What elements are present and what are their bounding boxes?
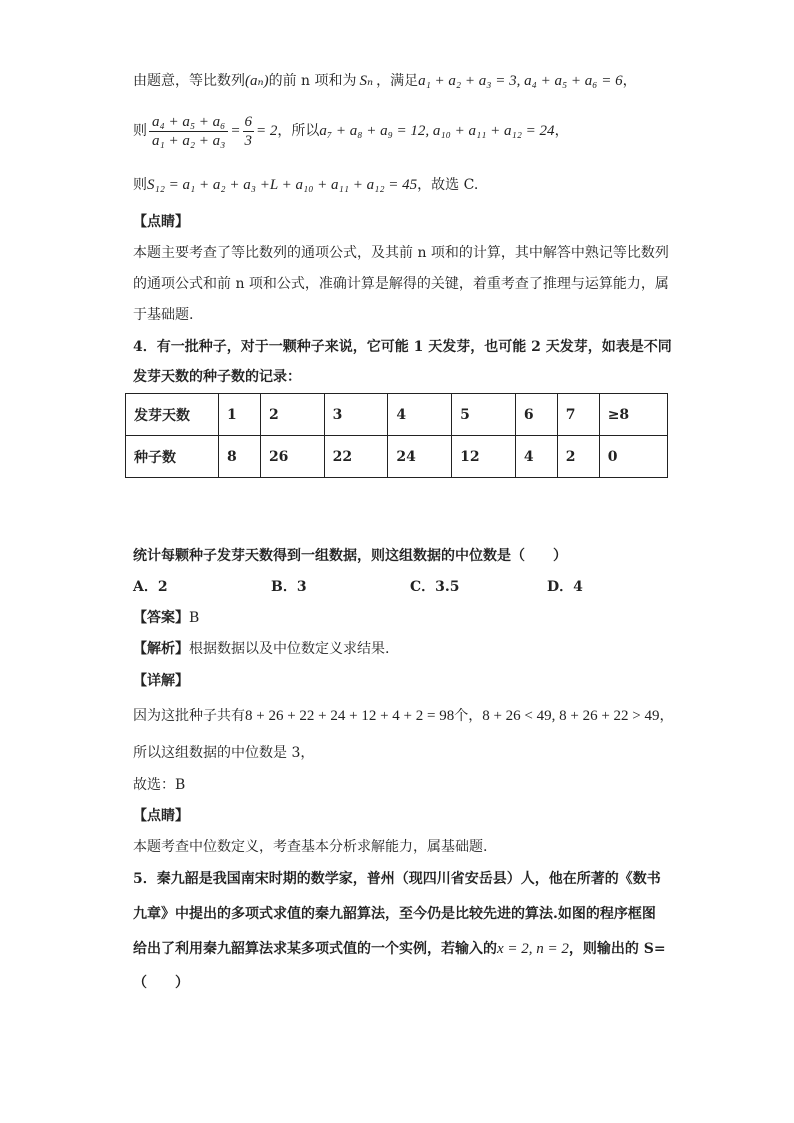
option-a: A．2: [133, 579, 168, 595]
fraction: [243, 113, 255, 150]
table-cell: 4: [388, 394, 452, 436]
table-cell: ≥8: [599, 394, 667, 436]
math-expression: S₁₂ = a₁ + a₂ + a₃ +L + a₁₀ + a₁₁ + a₁₂ = 45: [147, 177, 418, 193]
text: 给出了利用秦九韶算法求某多项式值的一个实例，若输入的: [133, 941, 497, 957]
question-5-line-1: 5．秦九韶是我国南宋时期的数学家，普州（现四川省安岳县）人，他在所著的《数书: [133, 871, 661, 887]
answer-line: [133, 608, 199, 628]
table-cell: 8: [219, 436, 261, 478]
text: ，: [554, 123, 569, 139]
text: ，: [622, 73, 637, 89]
solution-line-3: [133, 175, 478, 195]
text: 因为这批种子共有: [133, 708, 245, 724]
answer-tag: 【答案】: [133, 610, 189, 626]
table-cell: 2: [260, 394, 324, 436]
answer-value: B: [189, 610, 200, 626]
paragraph-line: 本题考查中位数定义，考查基本分析求解能力，属基础题.: [133, 839, 488, 855]
detail-line-2: 所以这组数据的中位数是 3，: [133, 745, 315, 761]
table-header-cell: 发芽天数: [126, 394, 219, 436]
fraction: [149, 113, 228, 150]
text: 则: [133, 123, 147, 139]
question-5-line-2: 九章》中提出的多项式求值的秦九韶算法，至今仍是比较先进的算法.如图的程序框图: [133, 906, 656, 922]
question-4-line-2: 发芽天数的种子数的记录：: [133, 369, 301, 385]
table-row: [126, 436, 668, 478]
section-heading-dianjing-2: 【点睛】: [133, 808, 189, 824]
math-expression: a₁ + a₂ + a₃ = 3, a₄ + a₅ + a₆ = 6: [418, 73, 623, 89]
table-cell: 1: [219, 394, 261, 436]
math-expression: a₇ + a₈ + a₉ = 12, a₁₀ + a₁₁ + a₁₂ = 24: [319, 123, 555, 139]
table-header-cell: 种子数: [126, 436, 219, 478]
question-4-line-1: 4．有一批种子，对于一颗种子来说，它可能 1 天发芽，也可能 2 天发芽，如表是不同: [133, 339, 672, 355]
numerator: a₄ + a₅ + a₆: [149, 113, 228, 132]
math-expression: = 2: [256, 123, 278, 139]
table-cell: 6: [515, 394, 557, 436]
table-cell: 4: [515, 436, 557, 478]
text: ，: [659, 708, 674, 724]
table-cell: 5: [452, 394, 516, 436]
question-4-prompt: 统计每颗种子发芽天数得到一组数据，则这组数据的中位数是（ ）: [133, 548, 567, 564]
table-cell: 26: [260, 436, 324, 478]
solution-line-1: [133, 71, 637, 91]
text: ，所以: [277, 123, 320, 139]
analysis-text: 根据数据以及中位数定义求结果.: [189, 641, 390, 657]
option-c: C．3.5: [410, 579, 460, 595]
table-cell: 3: [324, 394, 388, 436]
sequence-symbol: (aₙ): [245, 73, 269, 89]
table-cell: 0: [599, 436, 667, 478]
text: ，满足: [376, 73, 419, 89]
equals: =: [230, 123, 241, 139]
paragraph-line: 于基础题.: [133, 307, 194, 323]
question-5-line-4: （ ）: [133, 975, 189, 991]
table-row: [126, 394, 668, 436]
text: 个，: [454, 708, 483, 724]
paragraph-line: 的通项公式和前 n 项和公式，准确计算是解得的关键，着重考查了推理与运算能力，属: [133, 276, 669, 292]
table-cell: 7: [557, 394, 599, 436]
solution-line-2: [133, 112, 569, 150]
text: 由题意，等比数列: [133, 73, 245, 89]
question-5-line-3: [133, 939, 666, 959]
table-cell: 24: [388, 436, 452, 478]
denominator: a₁ + a₂ + a₃: [152, 132, 226, 149]
analysis-line: [133, 639, 389, 659]
table-cell: 12: [452, 436, 516, 478]
section-heading-dianjing: 【点睛】: [133, 214, 189, 230]
detail-line-3: 故选：B: [133, 777, 186, 793]
denominator: 3: [244, 132, 253, 149]
detail-line-1: [133, 706, 674, 726]
section-heading-xiangjie: 【详解】: [133, 673, 189, 689]
germination-table: [125, 393, 668, 478]
numerator: 6: [244, 113, 253, 130]
table-cell: 2: [557, 436, 599, 478]
paragraph-line: 本题主要考查了等比数列的通项公式，及其前 n 项和的计算，其中解答中熟记等比数列: [133, 245, 669, 261]
table-cell: 22: [324, 436, 388, 478]
option-b: B．3: [271, 579, 307, 595]
option-d: D．4: [547, 579, 583, 595]
text: ，则输出的 S=: [568, 941, 666, 957]
text: 的前 n 项和为: [268, 73, 357, 89]
math-expression: x = 2, n = 2: [497, 941, 569, 957]
analysis-tag: 【解析】: [133, 641, 189, 657]
sum-symbol: Sₙ: [359, 73, 374, 89]
text: ，故选 C.: [417, 177, 479, 193]
math-expression: 8 + 26 < 49, 8 + 26 + 22 > 49: [482, 708, 660, 724]
math-expression: 8 + 26 + 22 + 24 + 12 + 4 + 2 = 98: [245, 708, 455, 724]
text: 则: [133, 177, 147, 193]
